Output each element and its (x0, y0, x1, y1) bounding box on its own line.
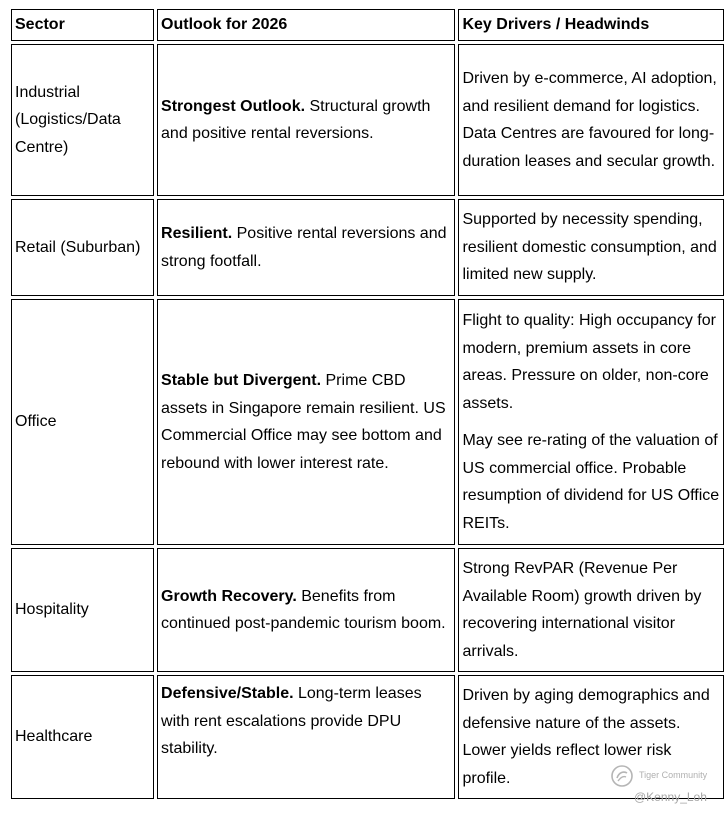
outlook-text: Structural growth and positive rental reversions. (161, 97, 431, 142)
header-drivers: Key Drivers / Headwinds (458, 9, 724, 41)
outlook-cell (157, 199, 455, 296)
sector-cell: Healthcare (11, 675, 154, 799)
sector-cell: Office (11, 299, 154, 545)
outlook-text: Long-term leases with rent escalations provide DPU stability. (161, 685, 422, 757)
sector-cell: Industrial (Logistics/Data Centre) (11, 44, 154, 196)
drivers-cell (458, 44, 724, 196)
table-row-hospitality (11, 548, 724, 672)
sector-outlook-table (8, 6, 727, 802)
outlook-lead: Growth Recovery. (161, 587, 297, 605)
watermark-handle: @Kenny_Loh (634, 790, 707, 804)
table-row-office (11, 299, 724, 545)
outlook-lead: Resilient. (161, 225, 233, 242)
header-outlook: Outlook for 2026 (157, 9, 455, 41)
sector-cell: Retail (Suburban) (11, 199, 154, 296)
header-row (11, 9, 724, 41)
drivers-cell (458, 299, 724, 545)
header-sector: Sector (11, 9, 154, 41)
outlook-text: Positive rental reversions and strong footfall. (161, 225, 447, 270)
drivers-text: Driven by aging demographics and defensive nature of the assets. Lower yields reflect lower risk profile. (462, 687, 710, 787)
tiger-logo-icon (610, 764, 634, 788)
outlook-cell (157, 675, 455, 799)
drivers-text: Strong RevPAR (Revenue Per Available Room) growth driven by recovering international visitor arrivals. (462, 560, 702, 660)
table-row-retail (11, 199, 724, 296)
outlook-lead: Defensive/Stable. (161, 685, 294, 702)
drivers-text: May see re-rating of the valuation of US commercial office. Probable resumption of dividend for US Office REITs. (462, 432, 720, 532)
outlook-lead: Strongest Outlook. (161, 97, 306, 115)
table-row-industrial (11, 44, 724, 196)
watermark-community: Tiger Community (639, 770, 708, 780)
drivers-cell (458, 199, 724, 296)
watermark (606, 760, 722, 810)
outlook-lead: Stable but Divergent. (161, 372, 322, 389)
outlook-cell (157, 548, 455, 672)
drivers-text: Driven by e-commerce, AI adoption, and resilient demand for logistics. Data Centres are favoured for long-duration leases and secular growth. (462, 70, 717, 170)
outlook-text: Prime CBD assets in Singapore remain resilient. US Commercial Office may see bottom and rebound with lower interest rate. (161, 372, 446, 472)
sector-cell: Hospitality (11, 548, 154, 672)
drivers-text: Flight to quality: High occupancy for modern, premium assets in core areas. Pressure on older, non-core assets. (462, 312, 716, 412)
drivers-cell (458, 548, 724, 672)
outlook-text: Benefits from continued post-pandemic tourism boom. (161, 587, 446, 632)
outlook-cell (157, 299, 455, 545)
outlook-cell (157, 44, 455, 196)
drivers-text: Supported by necessity spending, resilient domestic consumption, and limited new supply. (462, 211, 717, 284)
